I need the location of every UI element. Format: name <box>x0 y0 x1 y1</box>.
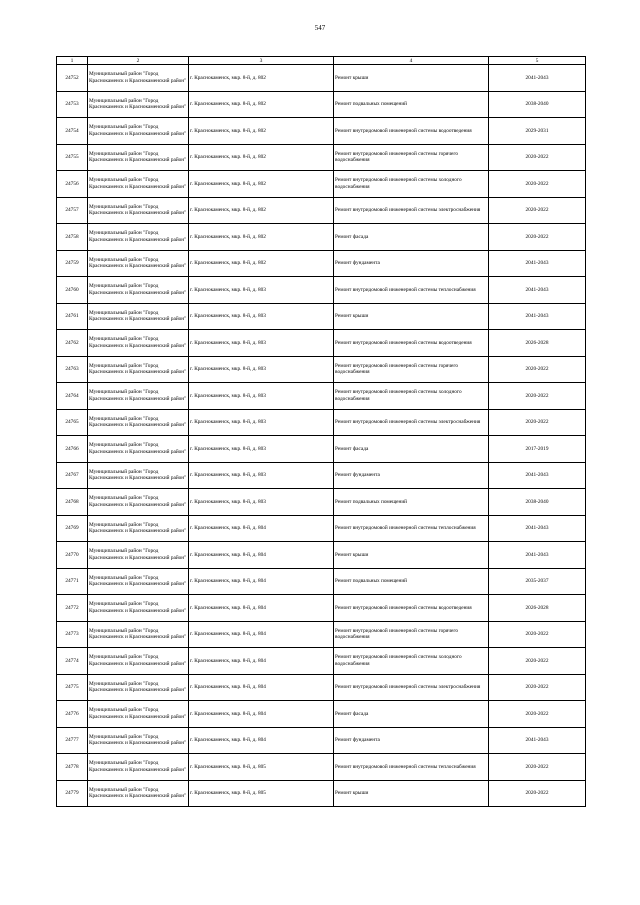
row-number-cell: 24760 <box>57 277 88 304</box>
table-row <box>57 489 586 516</box>
municipality-cell: Муниципальный район "Город Краснокаменск и Краснокаменский район" <box>88 277 189 304</box>
address-cell: г. Краснокаменск, мкр. 8-й, д. 804 <box>189 727 334 754</box>
row-number-cell: 24761 <box>57 303 88 330</box>
table-row <box>57 250 586 277</box>
table-row <box>57 224 586 251</box>
work-type-cell: Ремонт крыши <box>334 542 489 569</box>
municipality-cell: Муниципальный район "Город Краснокаменск и Краснокаменский район" <box>88 754 189 781</box>
municipality-cell: Муниципальный район "Город Краснокаменск и Краснокаменский район" <box>88 224 189 251</box>
row-number-cell: 24776 <box>57 701 88 728</box>
municipality-cell: Муниципальный район "Город Краснокаменск и Краснокаменский район" <box>88 701 189 728</box>
period-cell: 2020-2022 <box>489 409 586 436</box>
row-number-cell: 24754 <box>57 118 88 145</box>
period-cell: 2020-2022 <box>489 224 586 251</box>
municipality-cell: Муниципальный район "Город Краснокаменск и Краснокаменский район" <box>88 542 189 569</box>
period-cell: 2017-2019 <box>489 436 586 463</box>
period-cell: 2020-2022 <box>489 701 586 728</box>
address-cell: г. Краснокаменск, мкр. 8-й, д. 804 <box>189 621 334 648</box>
row-number-cell: 24759 <box>57 250 88 277</box>
table-row <box>57 727 586 754</box>
period-cell: 2038-2040 <box>489 489 586 516</box>
row-number-cell: 24767 <box>57 462 88 489</box>
municipality-cell: Муниципальный район "Город Краснокаменск и Краснокаменский район" <box>88 144 189 171</box>
period-cell: 2041-2043 <box>489 250 586 277</box>
period-cell: 2035-2037 <box>489 568 586 595</box>
address-cell: г. Краснокаменск, мкр. 8-й, д. 805 <box>189 754 334 781</box>
row-number-cell: 24775 <box>57 674 88 701</box>
municipality-cell: Муниципальный район "Город Краснокаменск и Краснокаменский район" <box>88 674 189 701</box>
work-type-cell: Ремонт внутридомовой инженерной системы водоотведения <box>334 595 489 622</box>
address-cell: г. Краснокаменск, мкр. 8-й, д. 802 <box>189 144 334 171</box>
row-number-cell: 24778 <box>57 754 88 781</box>
work-type-cell: Ремонт фасада <box>334 701 489 728</box>
municipality-cell: Муниципальный район "Город Краснокаменск и Краснокаменский район" <box>88 330 189 357</box>
row-number-cell: 24758 <box>57 224 88 251</box>
work-type-cell: Ремонт внутридомовой инженерной системы теплоснабжения <box>334 277 489 304</box>
municipality-cell: Муниципальный район "Город Краснокаменск и Краснокаменский район" <box>88 515 189 542</box>
period-cell: 2020-2022 <box>489 754 586 781</box>
table-row <box>57 197 586 224</box>
row-number-cell: 24763 <box>57 356 88 383</box>
period-cell: 2020-2022 <box>489 621 586 648</box>
row-number-cell: 24755 <box>57 144 88 171</box>
table-body <box>57 57 586 807</box>
period-cell: 2041-2043 <box>489 515 586 542</box>
period-cell: 2041-2043 <box>489 303 586 330</box>
row-number-cell: 24766 <box>57 436 88 463</box>
address-cell: г. Краснокаменск, мкр. 8-й, д. 802 <box>189 171 334 198</box>
period-cell: 2026-2028 <box>489 595 586 622</box>
municipality-cell: Муниципальный район "Город Краснокаменск и Краснокаменский район" <box>88 197 189 224</box>
table-row <box>57 595 586 622</box>
work-type-cell: Ремонт внутридомовой инженерной системы электроснабжения <box>334 674 489 701</box>
work-type-cell: Ремонт фундамента <box>334 727 489 754</box>
table-row <box>57 701 586 728</box>
table-row <box>57 171 586 198</box>
column-number-5: 5 <box>489 57 586 65</box>
table-row <box>57 780 586 807</box>
address-cell: г. Краснокаменск, мкр. 8-й, д. 804 <box>189 595 334 622</box>
period-cell: 2041-2043 <box>489 542 586 569</box>
row-number-cell: 24774 <box>57 648 88 675</box>
period-cell: 2020-2022 <box>489 780 586 807</box>
table-row <box>57 144 586 171</box>
municipality-cell: Муниципальный район "Город Краснокаменск и Краснокаменский район" <box>88 65 189 92</box>
work-type-cell: Ремонт крыши <box>334 65 489 92</box>
municipality-cell: Муниципальный район "Город Краснокаменск и Краснокаменский район" <box>88 648 189 675</box>
address-cell: г. Краснокаменск, мкр. 8-й, д. 802 <box>189 118 334 145</box>
work-type-cell: Ремонт внутридомовой инженерной системы холодного водоснабжения <box>334 383 489 410</box>
row-number-cell: 24771 <box>57 568 88 595</box>
work-type-cell: Ремонт крыши <box>334 303 489 330</box>
row-number-cell: 24765 <box>57 409 88 436</box>
municipality-cell: Муниципальный район "Город Краснокаменск и Краснокаменский район" <box>88 462 189 489</box>
work-type-cell: Ремонт внутридомовой инженерной системы электроснабжения <box>334 409 489 436</box>
period-cell: 2020-2022 <box>489 171 586 198</box>
work-type-cell: Ремонт внутридомовой инженерной системы теплоснабжения <box>334 515 489 542</box>
address-cell: г. Краснокаменск, мкр. 8-й, д. 802 <box>189 250 334 277</box>
address-cell: г. Краснокаменск, мкр. 8-й, д. 804 <box>189 701 334 728</box>
table-row <box>57 568 586 595</box>
table-row <box>57 330 586 357</box>
municipality-cell: Муниципальный район "Город Краснокаменск и Краснокаменский район" <box>88 356 189 383</box>
address-cell: г. Краснокаменск, мкр. 8-й, д. 803 <box>189 303 334 330</box>
row-number-cell: 24770 <box>57 542 88 569</box>
address-cell: г. Краснокаменск, мкр. 8-й, д. 803 <box>189 383 334 410</box>
period-cell: 2020-2022 <box>489 648 586 675</box>
address-cell: г. Краснокаменск, мкр. 8-й, д. 803 <box>189 356 334 383</box>
period-cell: 2041-2043 <box>489 65 586 92</box>
address-cell: г. Краснокаменск, мкр. 8-й, д. 804 <box>189 648 334 675</box>
work-type-cell: Ремонт фасада <box>334 224 489 251</box>
work-type-cell: Ремонт внутридомовой инженерной системы водоотведения <box>334 118 489 145</box>
table-row <box>57 754 586 781</box>
address-cell: г. Краснокаменск, мкр. 8-й, д. 802 <box>189 65 334 92</box>
address-cell: г. Краснокаменск, мкр. 8-й, д. 803 <box>189 462 334 489</box>
address-cell: г. Краснокаменск, мкр. 8-й, д. 803 <box>189 277 334 304</box>
period-cell: 2041-2043 <box>489 727 586 754</box>
work-type-cell: Ремонт внутридомовой инженерной системы теплоснабжения <box>334 754 489 781</box>
table-row <box>57 515 586 542</box>
municipality-cell: Муниципальный район "Город Краснокаменск и Краснокаменский район" <box>88 780 189 807</box>
period-cell: 2041-2043 <box>489 462 586 489</box>
row-number-cell: 24764 <box>57 383 88 410</box>
work-type-cell: Ремонт крыши <box>334 780 489 807</box>
table-row <box>57 277 586 304</box>
municipality-cell: Муниципальный район "Город Краснокаменск и Краснокаменский район" <box>88 489 189 516</box>
work-type-cell: Ремонт фасада <box>334 436 489 463</box>
address-cell: г. Краснокаменск, мкр. 8-й, д. 803 <box>189 330 334 357</box>
municipality-cell: Муниципальный район "Город Краснокаменск и Краснокаменский район" <box>88 118 189 145</box>
municipality-cell: Муниципальный район "Город Краснокаменск и Краснокаменский район" <box>88 303 189 330</box>
row-number-cell: 24779 <box>57 780 88 807</box>
work-type-cell: Ремонт фундамента <box>334 250 489 277</box>
column-number-3: 3 <box>189 57 334 65</box>
work-type-cell: Ремонт внутридомовой инженерной системы горячего водоснабжения <box>334 621 489 648</box>
period-cell: 2026-2028 <box>489 330 586 357</box>
municipality-cell: Муниципальный район "Город Краснокаменск и Краснокаменский район" <box>88 91 189 118</box>
repair-schedule-table <box>56 56 586 807</box>
work-type-cell: Ремонт внутридомовой инженерной системы водоотведения <box>334 330 489 357</box>
municipality-cell: Муниципальный район "Город Краснокаменск и Краснокаменский район" <box>88 727 189 754</box>
row-number-cell: 24756 <box>57 171 88 198</box>
table-row <box>57 91 586 118</box>
municipality-cell: Муниципальный район "Город Краснокаменск и Краснокаменский район" <box>88 171 189 198</box>
address-cell: г. Краснокаменск, мкр. 8-й, д. 803 <box>189 409 334 436</box>
work-type-cell: Ремонт внутридомовой инженерной системы горячего водоснабжения <box>334 356 489 383</box>
work-type-cell: Ремонт фундамента <box>334 462 489 489</box>
address-cell: г. Краснокаменск, мкр. 8-й, д. 804 <box>189 568 334 595</box>
period-cell: 2020-2022 <box>489 356 586 383</box>
period-cell: 2020-2022 <box>489 144 586 171</box>
municipality-cell: Муниципальный район "Город Краснокаменск и Краснокаменский район" <box>88 409 189 436</box>
address-cell: г. Краснокаменск, мкр. 8-й, д. 804 <box>189 515 334 542</box>
row-number-cell: 24772 <box>57 595 88 622</box>
address-cell: г. Краснокаменск, мкр. 8-й, д. 802 <box>189 197 334 224</box>
row-number-cell: 24757 <box>57 197 88 224</box>
period-cell: 2020-2022 <box>489 197 586 224</box>
period-cell: 2041-2043 <box>489 277 586 304</box>
row-number-cell: 24773 <box>57 621 88 648</box>
table-row <box>57 436 586 463</box>
table-row <box>57 118 586 145</box>
table-row <box>57 462 586 489</box>
address-cell: г. Краснокаменск, мкр. 8-й, д. 802 <box>189 91 334 118</box>
municipality-cell: Муниципальный район "Город Краснокаменск и Краснокаменский район" <box>88 250 189 277</box>
column-number-row <box>57 57 586 65</box>
address-cell: г. Краснокаменск, мкр. 8-й, д. 803 <box>189 436 334 463</box>
page-number: 547 <box>314 24 326 32</box>
table-row <box>57 621 586 648</box>
municipality-cell: Муниципальный район "Город Краснокаменск и Краснокаменский район" <box>88 568 189 595</box>
work-type-cell: Ремонт внутридомовой инженерной системы электроснабжения <box>334 197 489 224</box>
municipality-cell: Муниципальный район "Город Краснокаменск и Краснокаменский район" <box>88 621 189 648</box>
municipality-cell: Муниципальный район "Город Краснокаменск и Краснокаменский район" <box>88 383 189 410</box>
table-row <box>57 383 586 410</box>
work-type-cell: Ремонт внутридомовой инженерной системы горячего водоснабжения <box>334 144 489 171</box>
work-type-cell: Ремонт внутридомовой инженерной системы холодного водоснабжения <box>334 171 489 198</box>
work-type-cell: Ремонт подвальных помещений <box>334 568 489 595</box>
work-type-cell: Ремонт подвальных помещений <box>334 91 489 118</box>
address-cell: г. Краснокаменск, мкр. 8-й, д. 804 <box>189 674 334 701</box>
period-cell: 2020-2022 <box>489 383 586 410</box>
period-cell: 2029-2031 <box>489 118 586 145</box>
column-number-1: 1 <box>57 57 88 65</box>
column-number-4: 4 <box>334 57 489 65</box>
municipality-cell: Муниципальный район "Город Краснокаменск и Краснокаменский район" <box>88 436 189 463</box>
row-number-cell: 24752 <box>57 65 88 92</box>
table-row <box>57 648 586 675</box>
municipality-cell: Муниципальный район "Город Краснокаменск и Краснокаменский район" <box>88 595 189 622</box>
column-number-2: 2 <box>88 57 189 65</box>
address-cell: г. Краснокаменск, мкр. 8-й, д. 803 <box>189 489 334 516</box>
table-row <box>57 356 586 383</box>
row-number-cell: 24762 <box>57 330 88 357</box>
table-row <box>57 409 586 436</box>
address-cell: г. Краснокаменск, мкр. 8-й, д. 805 <box>189 780 334 807</box>
row-number-cell: 24769 <box>57 515 88 542</box>
address-cell: г. Краснокаменск, мкр. 8-й, д. 804 <box>189 542 334 569</box>
table-row <box>57 65 586 92</box>
period-cell: 2020-2022 <box>489 674 586 701</box>
period-cell: 2038-2040 <box>489 91 586 118</box>
table-row <box>57 542 586 569</box>
work-type-cell: Ремонт подвальных помещений <box>334 489 489 516</box>
address-cell: г. Краснокаменск, мкр. 8-й, д. 802 <box>189 224 334 251</box>
row-number-cell: 24777 <box>57 727 88 754</box>
table-row <box>57 674 586 701</box>
work-type-cell: Ремонт внутридомовой инженерной системы холодного водоснабжения <box>334 648 489 675</box>
table-row <box>57 303 586 330</box>
row-number-cell: 24753 <box>57 91 88 118</box>
row-number-cell: 24768 <box>57 489 88 516</box>
